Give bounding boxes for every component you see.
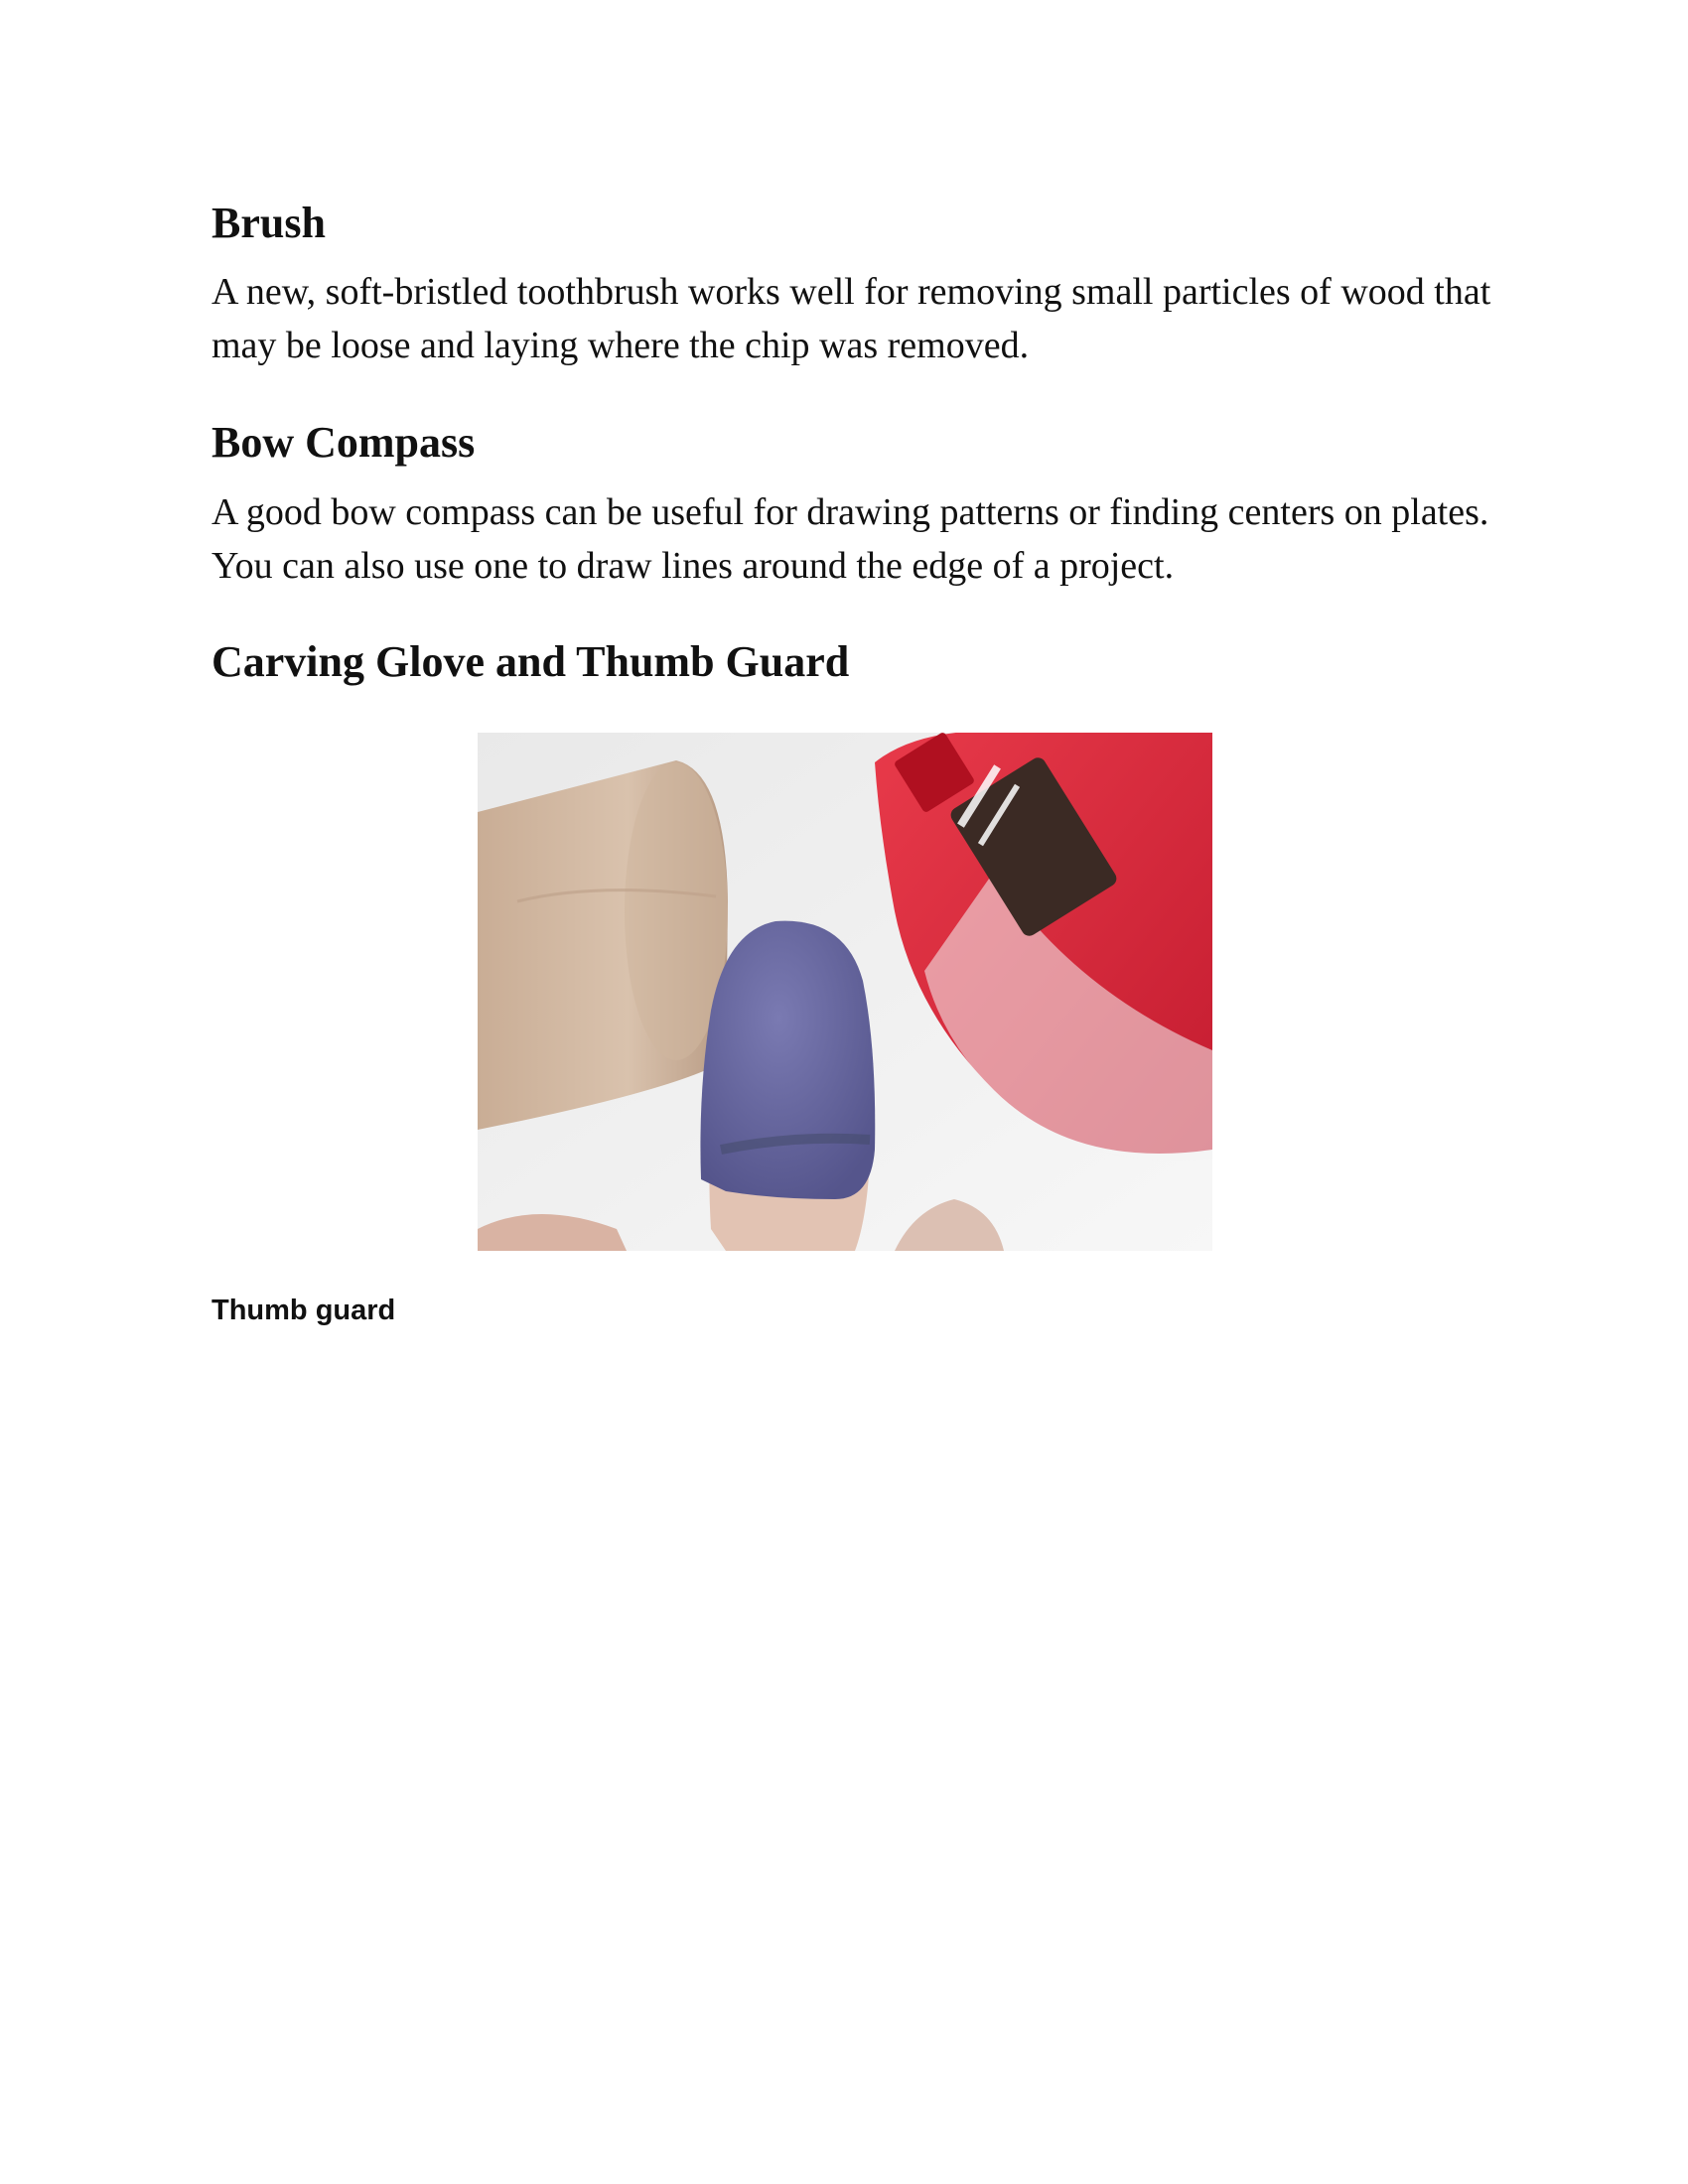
section-text-brush: A new, soft-bristled toothbrush works well for removing small particles of wood that may be loose and laying where the chip was removed.: [211, 271, 1491, 366]
section-text-bow-compass: A good bow compass can be useful for drawing patterns or finding centers on plates. You can also use one to draw lines around the edge of a project.: [211, 491, 1489, 587]
thumb-guard-photo: [478, 733, 1212, 1251]
section-heading-carving-glove: Carving Glove and Thumb Guard: [211, 637, 850, 686]
figure-caption: Thumb guard: [211, 1295, 396, 1326]
section-heading-bow-compass: Bow Compass: [211, 418, 476, 467]
thumb-guard-illustration: [478, 733, 1212, 1251]
section-heading-brush: Brush: [211, 199, 326, 247]
